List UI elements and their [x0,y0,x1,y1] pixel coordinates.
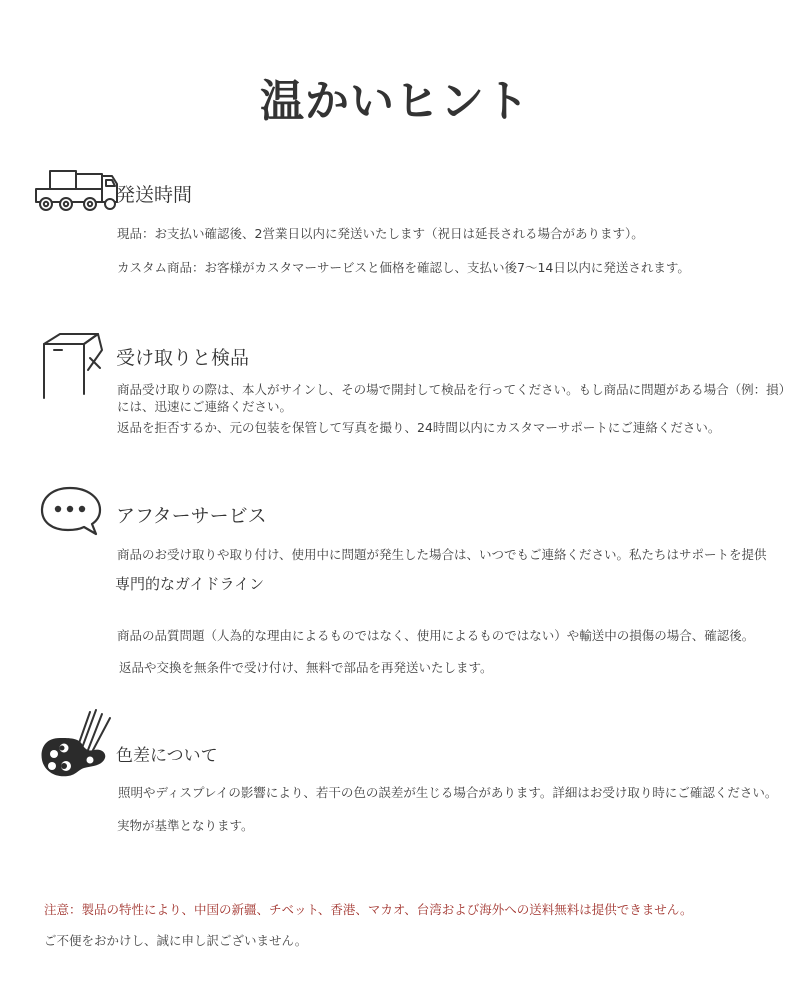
after-service-line-1: 商品のお受け取りや取り付け、使用中に問題が発生した場合は、いつでもご連絡ください。私たちはサポートを提供 [117,547,767,562]
palette-icon [38,708,118,780]
truck-icon [34,168,118,214]
shipping-line-1: 現品：お支払い確認後、2営業日以内に発送いたします（祝日は延長される場合があります）。 [117,226,644,241]
page-title: 温かいヒント [260,76,530,127]
after-service-heading: アフターサービス [116,505,267,527]
receipt-line-1: 商品受け取りの際は、本人がサインし、その場で開封して検品を行ってください。もし商品に問題がある場合（例：損）には、迅速にご連絡ください。 [117,382,785,414]
shipping-heading: 発送時間 [116,184,193,206]
box-icon [40,330,106,402]
after-service-line-4: 返品や交換を無条件で受け付け、無料で部品を再発送いたします。 [119,660,493,675]
color-line-1: 照明やディスプレイの影響により、若干の色の誤差が生じる場合があります。詳細はお受け取り時にご確認ください。 [118,785,778,800]
shipping-line-2: カスタム商品：お客様がカスタマーサービスと価格を確認し、支払い後7〜14日以内に発送されます。 [117,260,690,275]
shipping-notice: 注意：製品の特性により、中国の新疆、チベット、香港、マカオ、台湾および海外への送料無料は提供できません。 [44,902,693,917]
receipt-heading: 受け取りと検品 [116,347,250,369]
after-service-line-3: 商品の品質問題（人為的な理由によるものではなく、使用によるものではない）や輸送中の損傷の場合、確認後。 [117,628,755,643]
speech-bubble-icon [40,484,104,540]
color-line-2: 実物が基準となります。 [117,818,254,833]
color-heading: 色差について [116,746,218,766]
after-service-line-2: 専門的なガイドライン [115,575,265,593]
receipt-line-2: 返品を拒否するか、元の包装を保管して写真を撮り、24時間以内にカスタマーサポートにご連絡ください。 [117,420,721,435]
apology-text: ご不便をおかけし、誠に申し訳ございません。 [44,933,308,948]
